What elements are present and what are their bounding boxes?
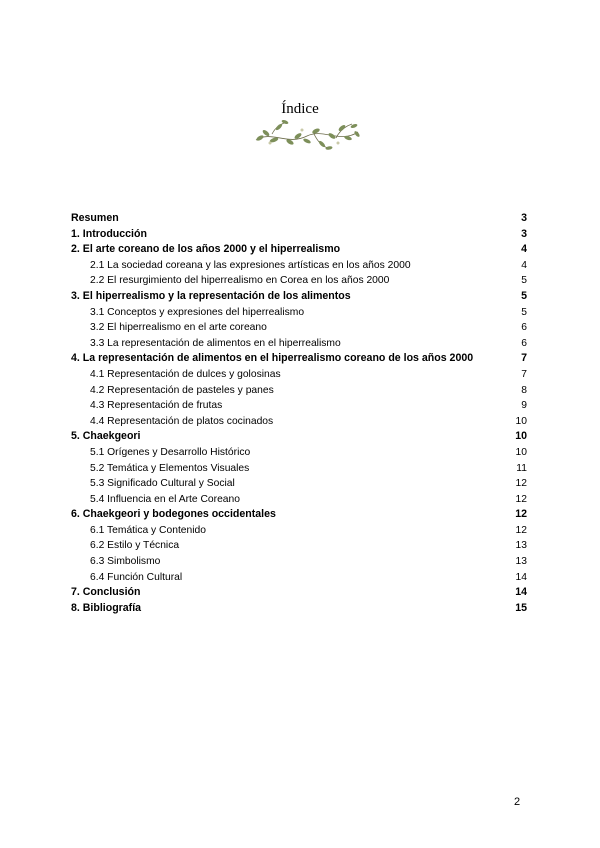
toc-entry[interactable] (71, 601, 527, 617)
toc-entry[interactable] (71, 227, 527, 243)
toc-entry-title: 4.2 Representación de pasteles y panes (90, 384, 274, 396)
toc-entry-title: 6. Chaekgeori y bodegones occidentales (71, 508, 276, 521)
toc-entry[interactable] (71, 383, 527, 399)
toc-entry-title: 6.4 Función Cultural (90, 571, 183, 583)
toc-entry-page: 7 (521, 352, 527, 365)
toc-entry[interactable] (71, 258, 527, 274)
toc-entry-page: 11 (516, 462, 527, 474)
toc-entry[interactable] (71, 242, 527, 258)
toc-entry-page: 12 (515, 508, 527, 521)
toc-entry-title: 2.2 El resurgimiento del hiperrealismo en Corea en los años 2000 (90, 275, 390, 287)
toc-entry-page: 7 (521, 368, 527, 380)
toc-entry-page: 9 (521, 400, 527, 412)
page-number: 2 (514, 796, 521, 808)
toc-entry-page: 5 (521, 306, 527, 318)
toc-entry-page: 14 (515, 571, 527, 583)
toc-entry-title: 8. Bibliografía (71, 601, 142, 614)
toc-entry-title: 6.1 Temática y Contenido (90, 524, 207, 536)
toc-entry-page: 12 (515, 524, 527, 536)
toc-entry-title: 5.3 Significado Cultural y Social (90, 478, 235, 490)
toc-entry-title: 4.3 Representación de frutas (90, 400, 223, 412)
toc-entry[interactable] (71, 273, 527, 289)
toc-entry-page: 5 (521, 289, 527, 302)
toc-entry-title: 3.2 El hiperrealismo en el arte coreano (90, 322, 267, 334)
toc-entry-title: 4.1 Representación de dulces y golosinas (90, 368, 281, 380)
toc-entry-page: 10 (515, 415, 527, 427)
toc-entry-title: 5.1 Orígenes y Desarrollo Histórico (90, 446, 251, 458)
toc-entry[interactable] (71, 429, 527, 445)
toc-entry[interactable] (71, 585, 527, 601)
toc-entry[interactable] (71, 289, 527, 305)
toc-entry-title: 6.3 Simbolismo (90, 556, 161, 568)
toc-entry-title: 3.3 La representación de alimentos en el hiperrealismo (90, 337, 341, 349)
toc-entry[interactable] (71, 554, 527, 570)
toc-entry-page: 3 (521, 212, 527, 224)
toc-entry[interactable] (71, 398, 527, 414)
toc-entry[interactable] (71, 351, 527, 367)
toc-entry-title: 2.1 La sociedad coreana y las expresiones artísticas en los años 2000 (90, 259, 411, 271)
toc-entry-page: 10 (515, 446, 527, 458)
page-title: Índice (281, 101, 319, 117)
table-of-contents (71, 211, 527, 616)
toc-entry-title: 4. La representación de alimentos en el hiperrealismo coreano de los años 2000 (71, 352, 474, 365)
toc-entry-title: 5. Chaekgeori (71, 430, 141, 443)
leafy-vine-icon (252, 116, 362, 154)
toc-entry-title: 3. El hiperrealismo y la representación de los alimentos (71, 289, 351, 302)
toc-entry-page: 5 (521, 275, 527, 287)
toc-entry[interactable] (71, 523, 527, 539)
toc-entry[interactable] (71, 492, 527, 508)
toc-entry[interactable] (71, 476, 527, 492)
toc-entry[interactable] (71, 305, 527, 321)
toc-entry[interactable] (71, 320, 527, 336)
toc-entry-title: 2. El arte coreano de los años 2000 y el hiperrealismo (71, 243, 341, 256)
toc-entry[interactable] (71, 414, 527, 430)
toc-entry-page: 13 (515, 540, 527, 552)
toc-entry-page: 12 (515, 493, 527, 505)
toc-entry[interactable] (71, 461, 527, 477)
toc-entry-page: 6 (521, 322, 527, 334)
toc-entry-title: 5.2 Temática y Elementos Visuales (90, 462, 250, 474)
toc-entry-page: 12 (515, 478, 527, 490)
toc-entry-page: 15 (515, 601, 527, 614)
toc-entry-page: 13 (515, 556, 527, 568)
toc-entry[interactable] (71, 211, 527, 227)
toc-entry-title: 1. Introducción (71, 227, 147, 240)
toc-entry-title: 3.1 Conceptos y expresiones del hiperrealismo (90, 306, 305, 318)
toc-entry[interactable] (71, 570, 527, 586)
toc-entry-title: 7. Conclusión (71, 586, 141, 599)
toc-entry[interactable] (71, 367, 527, 383)
toc-entry[interactable] (71, 336, 527, 352)
toc-entry-page: 10 (515, 430, 527, 443)
toc-entry-page: 8 (521, 384, 527, 396)
toc-entry-title: 5.4 Influencia en el Arte Coreano (90, 493, 240, 505)
toc-entry-title: Resumen (71, 212, 119, 224)
toc-entry-page: 4 (521, 243, 527, 256)
toc-entry[interactable] (71, 538, 527, 554)
toc-entry[interactable] (71, 507, 527, 523)
toc-entry-title: 6.2 Estilo y Técnica (90, 540, 180, 552)
toc-entry-page: 3 (521, 227, 527, 240)
toc-entry-title: 4.4 Representación de platos cocinados (90, 415, 274, 427)
toc-entry[interactable] (71, 445, 527, 461)
toc-entry-page: 6 (521, 337, 527, 349)
toc-entry-page: 4 (521, 259, 527, 271)
toc-entry-page: 14 (515, 586, 527, 599)
